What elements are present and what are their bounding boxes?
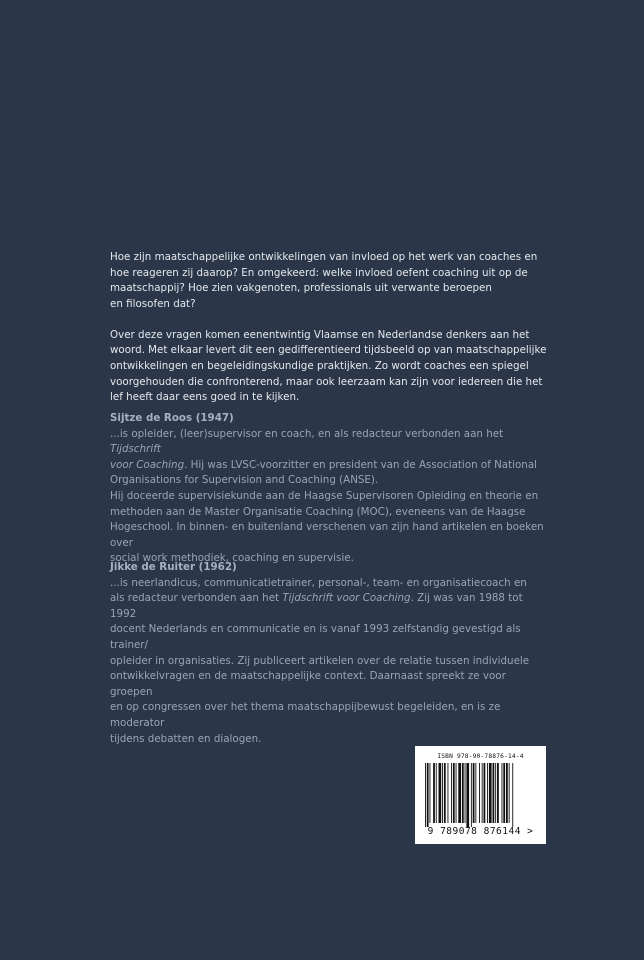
bio-text: ...is neerlandicus, communicatietrainer, personal-, team- en organisatiecoach en als redacteur verbonden aan het	[110, 576, 527, 605]
barcode-bar	[427, 763, 429, 827]
barcode-bar	[462, 763, 464, 823]
bio-text: . Hij was LVSC-voorzitter en president van de Association of National Organisations for Supervision and Coaching (ANSE). Hij doceerde supervisiekunde aan de Haagse Supervisoren Opleiding en theorie en methoden aan de Master Organisatie Coaching (MOC), eveneens van de Haagse Hogeschool. In binnen- en buitenland verschenen van zijn hand artikelen en boeken over social work methodiek, coaching en supervisie.	[110, 458, 544, 565]
journal-title: Tijdschrift voor Coaching	[282, 592, 411, 605]
barcode-bar	[448, 763, 449, 823]
barcode-bar	[509, 763, 510, 823]
barcode-bar	[458, 763, 461, 823]
barcode-number: 9 789078 876144 >	[427, 826, 534, 837]
intro-paragraph-1: Hoe zijn maatschappelijke ontwikkelingen van invloed op het werk van coaches en hoe reageren zij daarop? En omgekeerd: welke invloed oefent coaching uit op de maatschappij? Hoe zien vakgenoten, professionals uit verwante beroepen en filosofen dat?	[110, 251, 538, 310]
journal-title: Tijdschrift	[110, 443, 161, 456]
author-description	[110, 576, 550, 748]
barcode-bar	[473, 763, 475, 823]
author-name: Jikke de Ruiter (1962)	[110, 561, 237, 573]
barcode-bar	[466, 763, 469, 827]
intro-text	[110, 250, 550, 421]
barcode-bar	[479, 763, 480, 823]
barcode-bar	[425, 763, 426, 827]
intro-paragraph-2: Over deze vragen komen eenentwintig Vlaamse en Nederlandse denkers aan het woord. Met elkaar levert dit een gedifferentieerd tijdsbeeld op van maatschappelijke ontwikkelingen en begeleidingskundige praktijken. Zo wordt coaches een spiegel voorgehouden die confronterend, maar ook leerzaam kan zijn voor iedereen die het lef heeft daar eens goed in te kijken.	[110, 328, 547, 404]
barcode-bars	[423, 763, 541, 829]
barcode-bar	[506, 763, 508, 823]
barcode-bar	[456, 763, 457, 823]
author-name: Sijtze de Roos (1947)	[110, 412, 234, 424]
isbn-label: ISBN 978-90-78876-14-4	[437, 753, 524, 760]
barcode-bar	[497, 763, 499, 823]
barcode-bar	[482, 763, 483, 823]
barcode-bar	[444, 763, 446, 823]
barcode-bar	[439, 763, 442, 823]
barcode-bar	[475, 763, 476, 823]
barcode-bar	[495, 763, 496, 823]
barcode-bar	[512, 763, 513, 827]
author-description	[110, 427, 550, 567]
barcode-bar	[487, 763, 488, 823]
barcode-bar	[451, 763, 452, 823]
bio-text: ...is opleider, (leer)supervisor en coach, en als redacteur verbonden aan het	[110, 427, 504, 440]
barcode-bar	[502, 763, 503, 823]
barcode-bar	[436, 763, 437, 823]
barcode-bar	[430, 763, 431, 823]
barcode-bar	[442, 763, 443, 823]
barcode-bar	[489, 763, 492, 823]
barcode-bar	[471, 763, 472, 827]
barcode-bar	[503, 763, 505, 823]
author-bio-sijtze	[110, 411, 550, 567]
author-bio-jikke	[110, 560, 550, 747]
barcode-bar	[484, 763, 486, 823]
bio-text: . Zij was van 1988 tot 1992 docent Nederlands en communicatie en is vanaf 1993 zelfstandig gevestigd als trainer/ opleider in organisaties. Zij publiceert artikelen over de relatie tussen individuele ontwikkelvragen en de maatschappelijke context. Daarnaast spreekt ze voor groepen en op congressen over het thema maatschappijbewust begeleiden, en is ze moderator tijdens debatten en dialogen.	[110, 592, 530, 745]
journal-title: voor Coaching	[110, 458, 185, 471]
barcode-bar	[493, 763, 495, 823]
barcode-bar	[465, 763, 466, 823]
barcode-bar	[433, 763, 435, 823]
barcode-bar	[453, 763, 455, 823]
isbn-barcode	[415, 746, 546, 844]
